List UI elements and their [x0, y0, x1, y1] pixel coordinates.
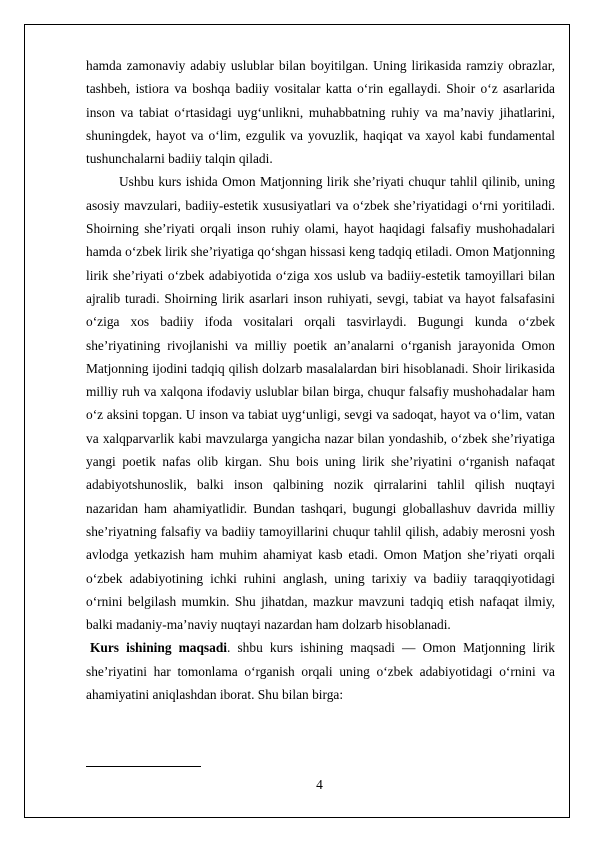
- goal-heading: Kurs ishining maqsadi: [90, 640, 228, 656]
- paragraph-intro: hamda zamonaviy adabiy uslublar bilan boyitilgan. Uning lirikasida ramziy obrazlar, tashbeh, istiora va boshqa badiiy vositalar katta o‘rin egallaydi. Shoir o‘z asarlarida inson va tabiat o‘rtasidagi uyg‘unlikni, muhabbatning ruhiy va ma’naviy jihatlarini, shuningdek, hayot va o‘lim, ezgulik va yovuzlik, haqiqat va xayol kabi fundamental tushunchalarni badiiy talqin qiladi.: [86, 58, 555, 167]
- page-number: 4: [316, 777, 323, 792]
- document-body: [86, 54, 555, 706]
- footnote-separator: [86, 766, 201, 767]
- paragraph-main: Ushbu kurs ishida Omon Matjonning lirik she’riyati chuqur tahlil qilinib, uning asosiy mavzulari, badiiy-estetik xususiyatlari va o‘zbek she’riyatidagi o‘rni yoritiladi. Shoirning she’riyati orqali inson ruhiy olami, hayot haqidagi falsafiy mushohadalari hamda o‘zbek lirik she’riyatiga qo‘shgan hissasi keng tadqiq etiladi. Omon Matjonning lirik she’riyati o‘zbek adabiyotida o‘ziga xos uslub va badiiy-estetik tamoyillari bilan ajralib turadi. Shoirning lirik asarlari inson ruhiyati, sevgi, tabiat va hayot falsafasini o‘ziga xos badiiy ifoda vositalari orqali tasvirlaydi. Bugungi kunda o‘zbek she’riyatining rivojlanishi va milliy poetik an’analarni o‘rganish jarayonida Omon Matjonning ijodini tadqiq qilish dolzarb masalalardan biri hisoblanadi. Shoir lirikasida milliy ruh va xalqona ifodaviy uslublar bilan birga, chuqur falsafiy mushohadalar ham o‘z aksini topgan. U inson va tabiat uyg‘unligi, sevgi va sadoqat, hayot va o‘lim, vatan va xalqparvarlik kabi mavzularga yangicha nazar bilan yondashib, o‘zbek she’riyatiga yangi poetik nafas olib kirgan. Shu bois uning lirik she’riyatini o‘rganish nafaqat adabiyotshunoslik, balki inson qalbining nozik qirralarini tahlil qilish nuqtayi nazaridan ham ahamiyatlidir. Bundan tashqari, bugungi globallashuv davrida milliy she’riyatning falsafiy va badiiy tamoyillarini chuqur tahlil qilish, adabiy merosni yosh avlodga yetkazish ham muhim ahamiyat kasb etadi. Omon Matjon she’riyati orqali o‘zbek adabiyotining ichki ruhini anglash, uning tarixiy va badiiy taraqqiyotidagi o‘rnini belgilash mumkin. Shu jihatdan, mazkur mavzuni tadqiq etish nafaqat ilmiy, balki madaniy-ma’naviy nuqtayi nazardan ham dolzarb hisoblanadi.: [86, 174, 555, 633]
- paragraph-goal: [86, 636, 555, 706]
- goal-text: . shbu kurs ishining maqsadi — Omon Matjonning lirik she’riyatini har tomonlama o‘rganish orqali uning o‘zbek adabiyotidagi o‘rnini va ahamiyatini aniqlashdan iborat. Shu bilan birga:: [86, 640, 556, 703]
